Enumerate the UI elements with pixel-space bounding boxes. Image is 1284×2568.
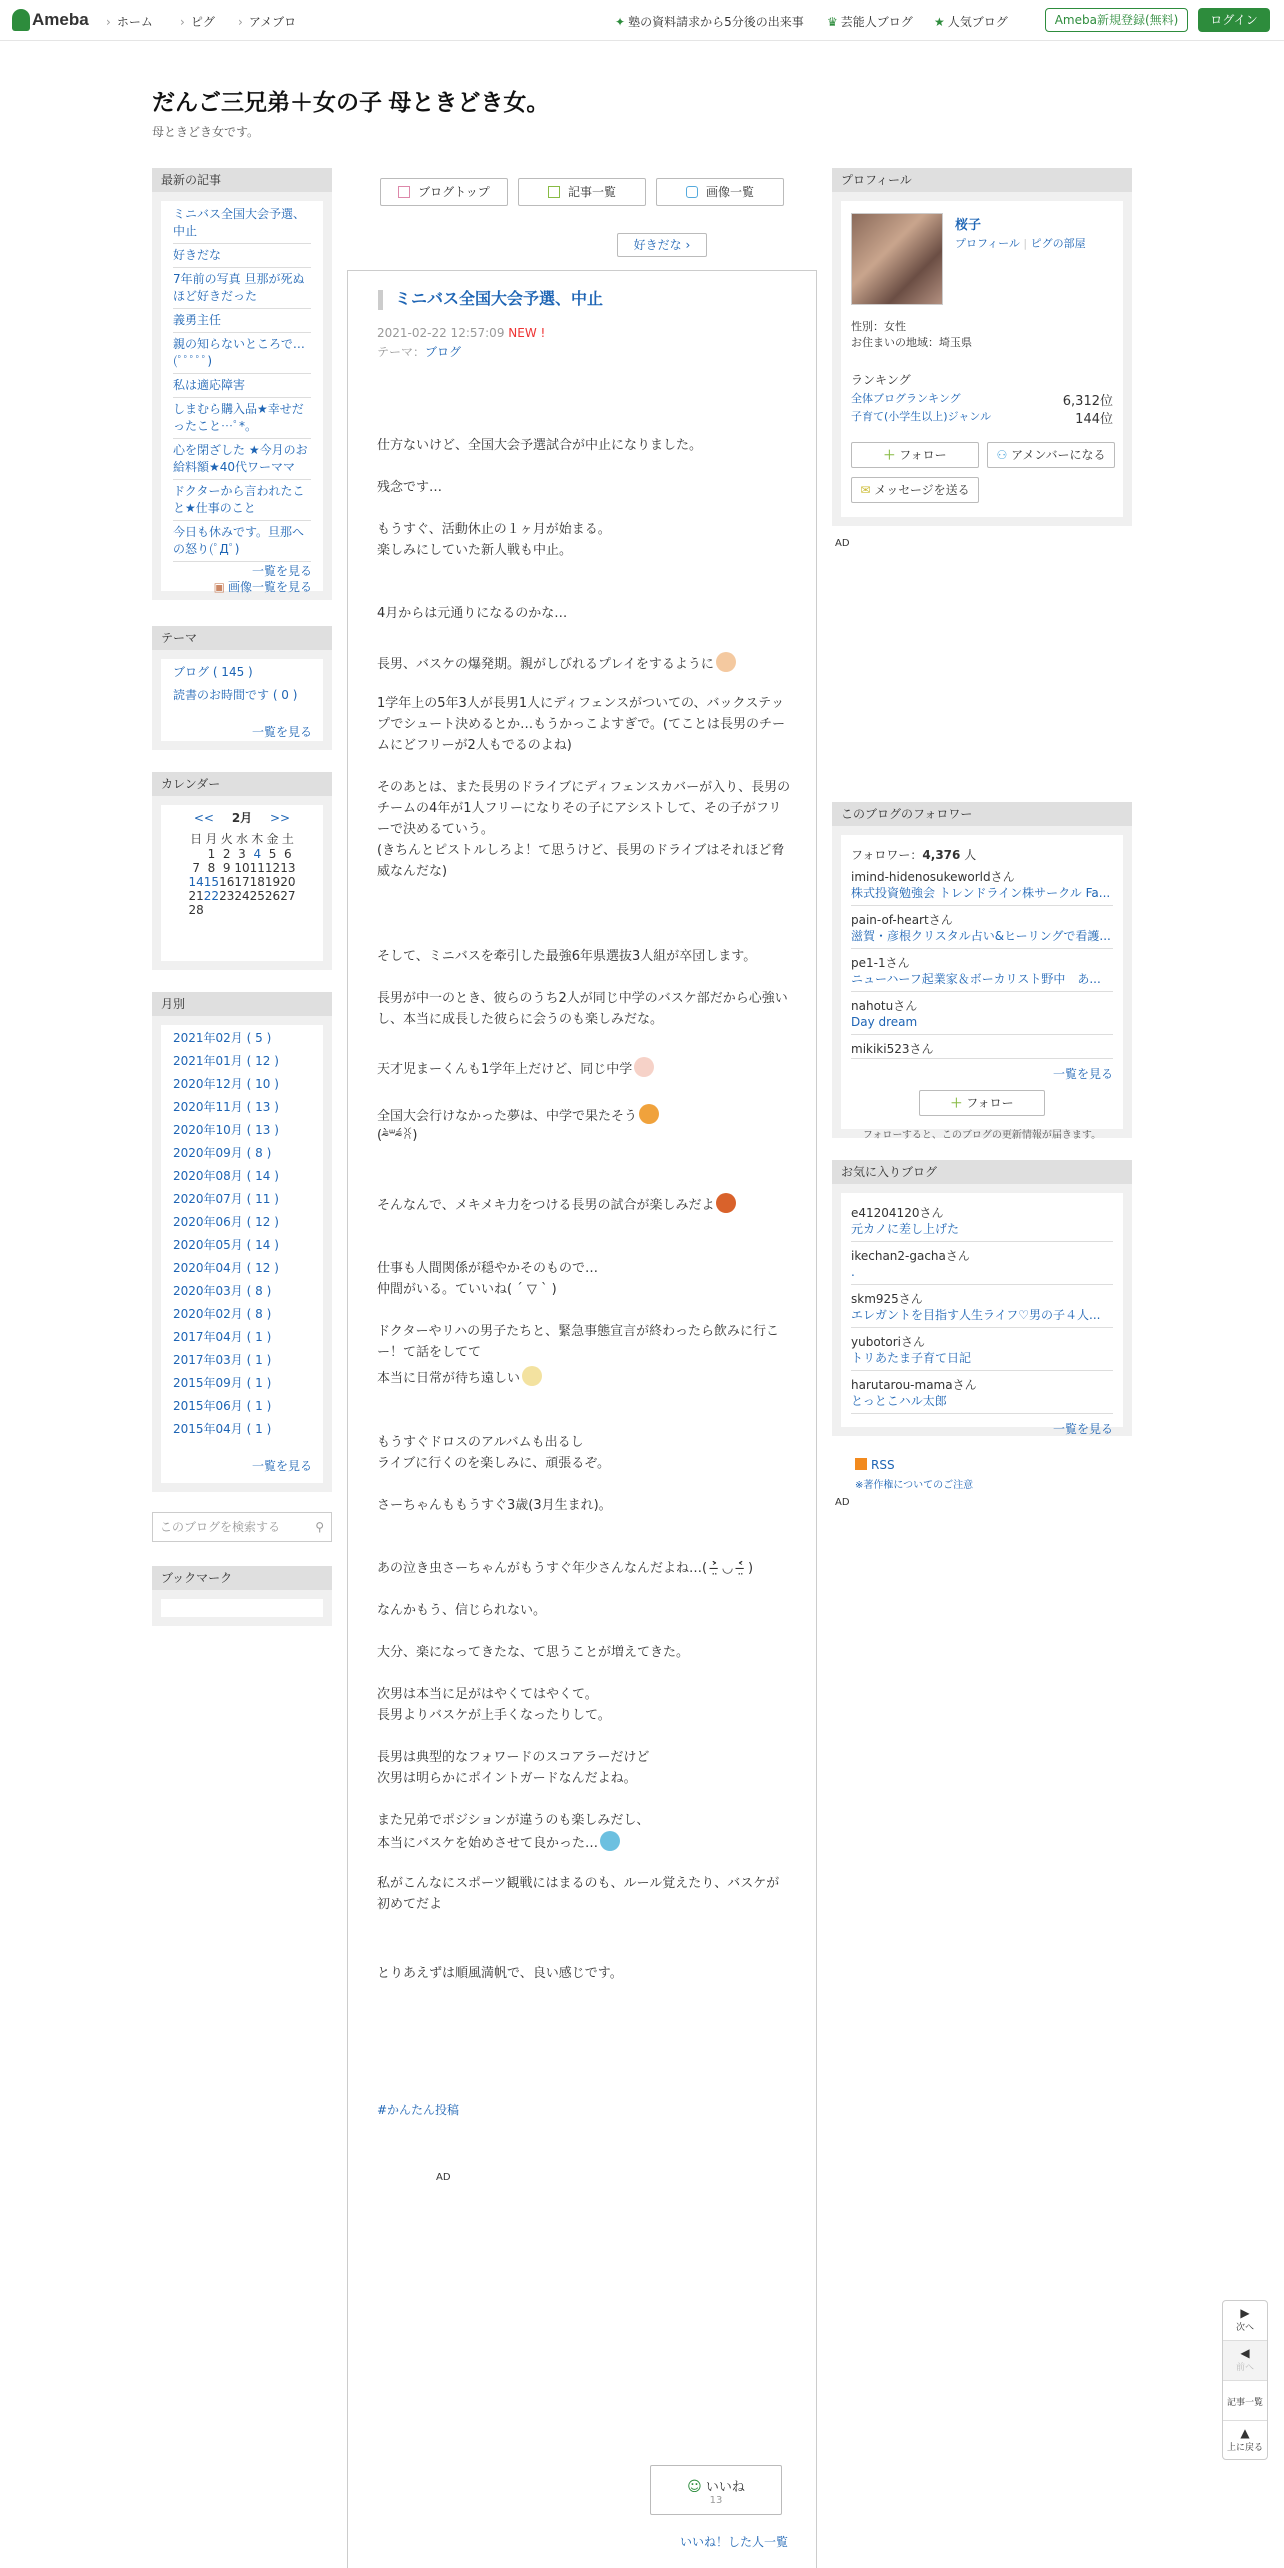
- message-button[interactable]: ✉ メッセージを送る: [851, 477, 979, 503]
- monthly-item[interactable]: 2020年05月 ( 14 ): [173, 1238, 279, 1252]
- blog-description: 母ときどき女です。: [152, 125, 260, 139]
- profile-name[interactable]: 桜子: [955, 218, 982, 233]
- follower-list: [851, 869, 1113, 1059]
- follower-user: nahotuさん: [851, 999, 918, 1013]
- camera-icon: [686, 186, 698, 198]
- theme-box: [152, 626, 332, 750]
- article-paragraph: 大分、楽になってきたな、て思うことが増えてきた。: [377, 1645, 690, 1660]
- article-paragraph: あの泣き虫さーちゃんがもうすぐ年少さんなんだよね…( ˃̶̤̀ ◡ ˂̶̤́ ): [377, 1561, 754, 1576]
- calendar-day: 7: [192, 861, 200, 875]
- calendar-day: 18: [249, 875, 265, 889]
- ad-label: AD: [835, 538, 850, 549]
- calendar-day: 10: [234, 861, 250, 875]
- star-icon: ✦: [615, 15, 626, 29]
- follower-user: mikiki523さん: [851, 1042, 934, 1056]
- article-paragraph: ライブに行くのを楽しみに、頑張るぞ。: [377, 1456, 610, 1471]
- favorite-blog-link[interactable]: .: [851, 1264, 1113, 1285]
- tab-blog-top[interactable]: ブログトップ: [380, 178, 508, 206]
- calendar-day: [204, 903, 219, 917]
- hashtag-link[interactable]: #かんたん投稿: [377, 2103, 460, 2117]
- calendar-day[interactable]: 15: [203, 875, 220, 889]
- calendar-day: [219, 903, 234, 917]
- monthly-item[interactable]: 2020年12月 ( 10 ): [173, 1077, 279, 1091]
- recent-posts-list: [161, 201, 323, 591]
- article-list-button[interactable]: 記事一覧: [1223, 2381, 1267, 2421]
- bookmark-box: [152, 1566, 332, 1626]
- article-paragraph: そのあとは、また長男のドライブにディフェンスカバーが入り、長男のチームの4年が1人フリーになりその子にアシストして、その子がフリーで決めるていう。: [377, 780, 791, 837]
- image-list-link[interactable]: ▣ 画像一覧を見る: [213, 580, 312, 594]
- article-paragraph: とりあえずは順風満帆で、良い感じです。: [377, 1966, 623, 1981]
- calendar-day: 3: [238, 847, 246, 861]
- bookmark-title: ブックマーク: [152, 1566, 332, 1590]
- article-paragraph: (きちんとピストルしろよ！て思うけど、長男のドライブはそれほど脅威なんだな): [377, 843, 785, 879]
- follower-user: imind-hidenosukeworldさん: [851, 870, 1015, 884]
- profile-link[interactable]: プロフィール: [955, 237, 1020, 250]
- article-paragraph: 4月からは元通りになるのかな…: [377, 606, 568, 621]
- profile-box: プロフィール 桜子 プロフィール | ピグの部屋 性別：女性 お住まいの地域：埼玉県 ランキング 全体ブログランキング 6,312位 子育て(小学生以上)ジャンル 144位 ＋ フォロー ⚇ アメンバーになる ✉ メッセージを送る: [832, 168, 1132, 526]
- follower-blog-link[interactable]: 株式投資勉強会 トレンドライン株サークル Fa...: [851, 885, 1113, 906]
- calendar-day: 21: [188, 889, 204, 903]
- follower-user: pain-of-heartさん: [851, 913, 953, 927]
- floating-nav: [1222, 2300, 1268, 2460]
- calendar-day: 9: [222, 861, 231, 875]
- ameba-logo[interactable]: Ameba: [12, 9, 89, 31]
- top-link-ad[interactable]: ✦ 塾の資料請求から5分後の出来事: [615, 15, 804, 29]
- favorite-blog-link[interactable]: トリあたま子育て日記: [851, 1350, 1113, 1371]
- nav-ameblo[interactable]: › アメブロ: [238, 13, 296, 30]
- calendar-month: 2月: [231, 811, 253, 825]
- monthly-item[interactable]: 2020年11月 ( 13 ): [173, 1100, 279, 1114]
- register-button[interactable]: Ameba新規登録(無料): [1045, 8, 1188, 32]
- article-paragraph: 長男が中一のとき、彼らのうち2人が同じ中学のバスケ部だから心強いし、本当に成長した彼らに会うのも楽しみだな。: [377, 991, 788, 1027]
- plus-icon: ＋: [883, 448, 896, 462]
- rss-icon: [855, 1458, 867, 1470]
- emoji-icon: [634, 1057, 654, 1077]
- calendar-day: [265, 903, 280, 917]
- recent-post-item[interactable]: 好きだな: [173, 244, 311, 268]
- global-header: [0, 0, 1284, 41]
- calendar-next[interactable]: >>: [270, 811, 291, 825]
- nav-pigg[interactable]: › ピグ: [180, 13, 215, 30]
- calendar-day: 11: [249, 861, 265, 875]
- article-paragraph: もうすぐドロスのアルバムも出るし: [377, 1435, 584, 1450]
- ranking-genre-link[interactable]: 子育て(小学生以上)ジャンル: [851, 410, 992, 423]
- article-paragraph: 仲間がいる。ていいね( ´ ▽ ` ): [377, 1282, 557, 1297]
- calendar-weekday: 日: [190, 832, 203, 846]
- calendar-weekday: 金: [266, 832, 279, 846]
- calendar-day: 12: [264, 861, 281, 875]
- article-paragraph: 次男は本当に足がはやくてはやくて。: [377, 1687, 598, 1702]
- top-link-celebrity[interactable]: ♛ 芸能人ブログ: [827, 15, 913, 29]
- monthly-item[interactable]: 2020年04月 ( 12 ): [173, 1261, 279, 1275]
- emoji-icon: [716, 652, 736, 672]
- calendar-weekday: 水: [235, 832, 248, 846]
- image-icon: ▣: [213, 580, 225, 594]
- calendar-weekday: 火: [220, 832, 233, 846]
- pigg-room-link[interactable]: ピグの部屋: [1030, 237, 1086, 250]
- favorite-user: ikechan2-gachaさん: [851, 1249, 970, 1263]
- calendar-day: 28: [188, 903, 204, 917]
- favorites-more-link[interactable]: 一覧を見る: [1052, 1422, 1113, 1436]
- monthly-item[interactable]: 2020年08月 ( 14 ): [173, 1169, 279, 1183]
- monthly-item[interactable]: 2020年06月 ( 12 ): [173, 1215, 279, 1229]
- profile-gender: 性別：女性: [851, 320, 906, 333]
- favorite-user: skm925さん: [851, 1292, 923, 1306]
- recent-post-item[interactable]: ドクターから言われたこと★仕事のこと: [173, 480, 311, 521]
- ameba-logo-icon: [12, 9, 30, 31]
- calendar-day[interactable]: 4: [253, 847, 262, 861]
- monthly-item[interactable]: 2020年03月 ( 8 ): [173, 1284, 272, 1298]
- monthly-item[interactable]: 2015年04月 ( 1 ): [173, 1422, 272, 1436]
- calendar-grid: [189, 830, 296, 917]
- avatar[interactable]: [851, 213, 943, 305]
- favorite-user: harutarou-mamaさん: [851, 1378, 977, 1392]
- article-paragraph: さーちゃんももうすぐ3歳(3月生まれ)。: [377, 1498, 612, 1513]
- star-icon: ★: [934, 15, 945, 29]
- recent-posts-box: [152, 168, 332, 600]
- article-paragraph: 長男は典型的なフォワードのスコアラーだけど: [377, 1750, 650, 1765]
- monthly-box: [152, 992, 332, 1492]
- emoji-icon: [600, 1831, 620, 1851]
- article-paragraph: ドクターやリハの男子たちと、緊急事態宣言が終わったら飲みに行こー！て話をしてて: [377, 1324, 779, 1360]
- article-paragraph: 天才児まーくんも1学年上だけど、同じ中学: [377, 1057, 792, 1080]
- article-paragraph: そんなんで、メキメキ力をつける長男の試合が楽しみだよ: [377, 1193, 792, 1216]
- follower-blog-link[interactable]: Day dream: [851, 1014, 1113, 1035]
- article-paragraph: もうすぐ、活動休止の１ヶ月が始まる。: [377, 522, 611, 537]
- calendar-day: 24: [234, 889, 250, 903]
- article-paragraph: 全国大会行けなかった夢は、中学で果たそう: [377, 1104, 792, 1127]
- tab-article-list[interactable]: 記事一覧: [518, 178, 646, 206]
- monthly-item[interactable]: 2020年09月 ( 8 ): [173, 1146, 272, 1160]
- monthly-more-link[interactable]: 一覧を見る: [251, 1459, 312, 1473]
- theme-more-link[interactable]: 一覧を見る: [251, 725, 312, 739]
- recent-post-item[interactable]: しまむら購入品★幸せだったこと…ﾟ*。: [173, 398, 311, 439]
- favorites-list: [851, 1205, 1113, 1414]
- article-date: 2021-02-22 12:57:09 NEW !: [377, 326, 546, 340]
- calendar-day: 5: [268, 847, 277, 861]
- home-icon: [398, 186, 410, 198]
- monthly-item[interactable]: 2021年02月 ( 5 ): [173, 1031, 272, 1045]
- theme-item[interactable]: ブログ ( 145 ): [173, 665, 253, 679]
- monthly-item[interactable]: 2020年02月 ( 8 ): [173, 1307, 272, 1321]
- calendar-prev[interactable]: <<: [193, 811, 214, 825]
- calendar-day: 19: [264, 875, 281, 889]
- follower-count: フォロワー：4,376 人: [851, 848, 977, 862]
- mail-icon: ✉: [860, 483, 871, 497]
- article-theme-link[interactable]: ブログ: [425, 345, 462, 359]
- monthly-list: [161, 1025, 323, 1483]
- article-paragraph: 次男は明らかにポイントガードなんだよね。: [377, 1771, 637, 1786]
- follow-button[interactable]: ＋ フォロー: [919, 1090, 1045, 1116]
- calendar-day: 6: [284, 847, 292, 861]
- scroll-top-button[interactable]: ▲ 上に戻る: [1226, 2426, 1263, 2453]
- article-paragraph: なんかもう、信じられない。: [377, 1603, 547, 1618]
- monthly-item[interactable]: 2021年01月 ( 12 ): [173, 1054, 279, 1068]
- login-button[interactable]: ログイン: [1198, 8, 1270, 32]
- blog-title[interactable]: だんご三兄弟＋女の子 母ときどき女。: [152, 89, 550, 115]
- theme-title: テーマ: [152, 626, 332, 650]
- recent-post-item[interactable]: 義勇主任: [173, 309, 311, 333]
- calendar-day[interactable]: 22: [203, 889, 220, 903]
- chevron-right-icon: ›: [685, 238, 691, 252]
- follower-blog-link[interactable]: [851, 1057, 1113, 1059]
- ad-label: AD: [835, 1497, 850, 1508]
- article-paragraph: また兄弟でポジションが違うのも楽しみだし、: [377, 1813, 650, 1828]
- article-theme: テーマ：ブログ: [377, 345, 462, 359]
- smile-icon: ☺: [687, 2479, 702, 2495]
- iine-button[interactable]: ☺ いいね 13: [650, 2465, 782, 2515]
- monthly-item[interactable]: 2017年03月 ( 1 ): [173, 1353, 272, 1367]
- calendar-body: [161, 805, 323, 961]
- calendar-day: [189, 847, 204, 861]
- followers-more-link[interactable]: 一覧を見る: [1052, 1067, 1113, 1081]
- article-paragraph: 本当にバスケを始めさせて良かった…: [377, 1831, 792, 1854]
- tab-image-list[interactable]: 画像一覧: [656, 178, 784, 206]
- calendar-day: 26: [264, 889, 281, 903]
- calendar-weekday: 月: [205, 832, 218, 846]
- plus-icon: ＋: [950, 1096, 963, 1110]
- article-paragraph: 長男、バスケの爆発期。親がしびれるプレイをするように: [377, 652, 792, 675]
- rss-link[interactable]: RSS: [855, 1458, 895, 1472]
- calendar-day: [234, 903, 249, 917]
- ranking-overall-value: 6,312位: [1062, 394, 1113, 409]
- followers-box: [832, 802, 1132, 1141]
- iine-list-link[interactable]: いいね！した人一覧: [680, 2535, 789, 2549]
- recent-post-item[interactable]: ミニバス全国大会予選、中止: [173, 203, 311, 244]
- article-paragraph: (⁼̴̀ᐜ⁼̴́ꐦ): [377, 1128, 418, 1143]
- theme-item[interactable]: 読書のお時間です ( 0 ): [173, 688, 298, 702]
- ranking-label: ランキング: [851, 373, 911, 387]
- recent-more-link[interactable]: 一覧を見る: [251, 564, 312, 578]
- blog-search-input[interactable]: このブログを検索する ⚲: [152, 1512, 332, 1542]
- recent-posts-title: 最新の記事: [152, 168, 332, 192]
- search-icon[interactable]: ⚲: [315, 1520, 324, 1534]
- article-paragraph: 私がこんなにスポーツ観戦にはまるのも、ルール覚えたり、バスケが初めてだよ: [377, 1876, 780, 1912]
- article-paragraph: 仕事も人間関係が穏やかそのもので…: [377, 1261, 599, 1276]
- recent-post-item[interactable]: 私は適応障害: [173, 374, 311, 398]
- list-icon: [548, 186, 560, 198]
- favorites-box: [832, 1160, 1132, 1436]
- monthly-title: 月別: [152, 992, 332, 1016]
- favorites-title: お気に入りブログ: [832, 1160, 1132, 1184]
- recent-post-item[interactable]: 今日も休みです。旦那への怒り(ﾟДﾟ): [173, 521, 311, 562]
- follower-blog-link[interactable]: 滋賀・彦根クリスタル占い&ヒーリングで看護...: [851, 928, 1113, 949]
- emoji-icon: [639, 1104, 659, 1124]
- calendar-day: 16: [219, 875, 235, 889]
- calendar-day: 17: [234, 875, 250, 889]
- top-link-popular[interactable]: ★ 人気ブログ: [934, 15, 1008, 29]
- monthly-item[interactable]: 2020年10月 ( 13 ): [173, 1123, 279, 1137]
- calendar-day: 27: [280, 889, 296, 903]
- calendar-day: [250, 903, 265, 917]
- article-paragraph: 1学年上の5年3人が長男1人にディフェンスがついての、バックステップでシュート決めるとか…もうかっこよすぎで。(てことは長男のチームにどフリーが2人もでるのよね): [377, 696, 785, 753]
- follow-note: フォローすると、このブログの更新情報が届きます。: [862, 1130, 1102, 1141]
- crown-icon: ♛: [827, 15, 838, 29]
- calendar-day: [280, 903, 295, 917]
- prev-article-button: ◀ 前へ: [1223, 2341, 1267, 2381]
- calendar-title: カレンダー: [152, 772, 332, 796]
- amember-button[interactable]: ⚇ アメンバーになる: [987, 442, 1115, 468]
- favorite-user: yubotoriさん: [851, 1335, 925, 1349]
- ranking-genre-value: 144位: [1075, 412, 1113, 427]
- recent-post-item[interactable]: 親の知らないところで…(ﾟﾟﾟﾟﾟ): [173, 333, 311, 374]
- people-icon: ⚇: [996, 448, 1008, 462]
- article-paragraph: 残念です…: [377, 480, 443, 495]
- favorite-user: e41204120さん: [851, 1206, 944, 1220]
- calendar-day: 20: [280, 875, 296, 889]
- followers-title: このブログのフォロワー: [832, 802, 1132, 826]
- calendar-day: 25: [249, 889, 265, 903]
- copyright-link[interactable]: ※著作権についてのご注意: [855, 1480, 974, 1491]
- calendar-day: 8: [207, 861, 216, 875]
- follower-blog-link[interactable]: ニューハーフ起業家＆ボーカリスト野中 あ...: [851, 971, 1113, 992]
- profile-title: プロフィール: [832, 168, 1132, 192]
- monthly-item[interactable]: 2015年09月 ( 1 ): [173, 1376, 272, 1390]
- recent-post-item[interactable]: 7年前の写真 旦那が死ぬほど好きだった: [173, 268, 311, 309]
- favorite-blog-link[interactable]: 元カノに差し上げた: [851, 1221, 1113, 1242]
- new-badge: NEW !: [508, 326, 546, 340]
- monthly-item[interactable]: 2015年06月 ( 1 ): [173, 1399, 272, 1413]
- calendar-day: 23: [219, 889, 235, 903]
- emoji-icon: [716, 1193, 736, 1213]
- article-paragraph: 本当に日常が待ち遠しい: [377, 1366, 792, 1389]
- article-title[interactable]: ミニバス全国大会予選、中止: [378, 290, 603, 310]
- calendar-weekday: 土: [281, 832, 294, 846]
- article-paragraph: 長男よりバスケが上手くなったりして。: [377, 1708, 611, 1723]
- nav-home[interactable]: › ホーム: [106, 13, 153, 30]
- recent-post-item[interactable]: 心を閉ざした ★今月のお給料額★40代ワーママ: [173, 439, 311, 480]
- article-paragraph: そして、ミニバスを牽引した最強6年県選抜3人組が卒団します。: [377, 949, 757, 964]
- calendar-day[interactable]: 14: [188, 875, 204, 889]
- favorite-blog-link[interactable]: エレガントを目指す人生ライフ♡男の子４人...: [851, 1307, 1113, 1328]
- emoji-icon: [522, 1366, 542, 1386]
- calendar-day: 13: [280, 861, 296, 875]
- follower-user: pe1-1さん: [851, 956, 910, 970]
- favorite-blog-link[interactable]: とっとこハル太郎: [851, 1393, 1113, 1414]
- prev-article-link[interactable]: 好きだな ›: [617, 233, 707, 257]
- calendar-weekday: 木: [251, 832, 264, 846]
- iine-count: 13: [709, 2495, 723, 2506]
- monthly-item[interactable]: 2020年07月 ( 11 ): [173, 1192, 279, 1206]
- ad-label: AD: [436, 2172, 451, 2183]
- calendar-day: 2: [222, 847, 231, 861]
- next-article-button[interactable]: ▶ 次へ: [1223, 2301, 1267, 2341]
- calendar-box: [152, 772, 332, 970]
- calendar-day: 1: [207, 847, 216, 861]
- monthly-item[interactable]: 2017年04月 ( 1 ): [173, 1330, 272, 1344]
- article-paragraph: 楽しみにしていた新人戦も中止。: [377, 543, 573, 558]
- ranking-overall-link[interactable]: 全体ブログランキング: [851, 392, 961, 405]
- follow-button[interactable]: ＋ フォロー: [851, 442, 979, 468]
- profile-area: お住まいの地域：埼玉県: [851, 336, 972, 349]
- article-paragraph: 仕方ないけど、全国大会予選試合が中止になりました。: [377, 438, 703, 453]
